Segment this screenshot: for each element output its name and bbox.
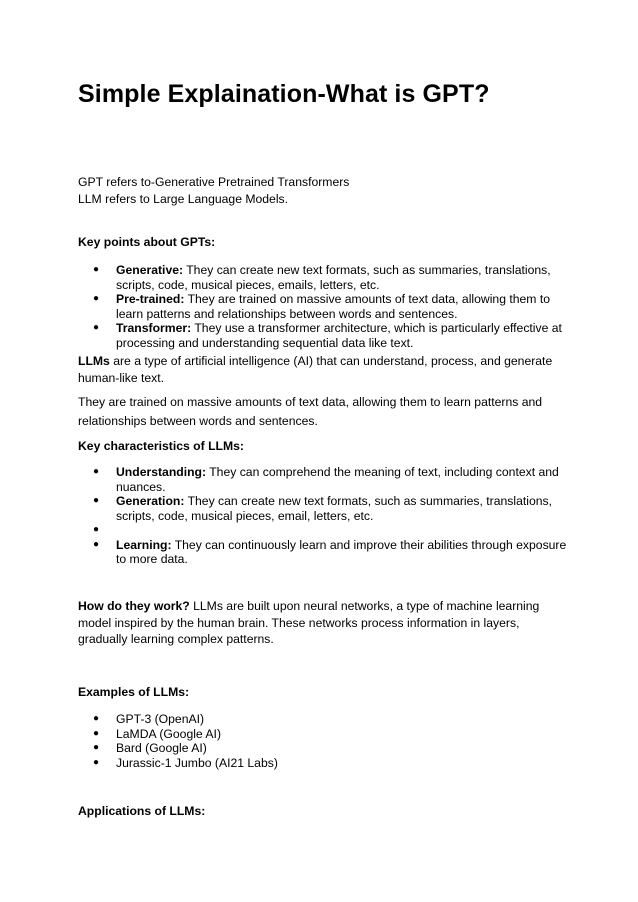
intro-line-gpt: GPT refers to-Generative Pretrained Transformers — [78, 175, 350, 189]
list-item — [78, 741, 568, 756]
list-item — [78, 494, 568, 523]
llm-definition — [78, 353, 568, 386]
item-text: LaMDA (Google AI) — [116, 726, 221, 741]
intro-section — [78, 174, 568, 207]
item-term: Pre-trained: — [116, 292, 185, 306]
bullet-icon: ● — [93, 264, 100, 275]
item-text: They can create new text formats, such as summaries, translations, scripts, code, musical pieces, email, letters, etc. — [116, 494, 552, 523]
gpt-points-list — [78, 263, 568, 350]
list-item — [78, 321, 568, 350]
item-term: Transformer: — [116, 321, 192, 335]
bullet-icon: ● — [93, 293, 100, 304]
bullet-icon: ● — [93, 742, 100, 753]
applications-heading: Applications of LLMs: — [78, 804, 206, 818]
bullet-icon: ● — [93, 495, 100, 506]
bullet-icon: ● — [93, 713, 100, 724]
list-item — [78, 263, 568, 292]
item-text: Bard (Google AI) — [116, 741, 207, 755]
llm-term: LLMs — [78, 354, 110, 368]
examples-list — [78, 712, 568, 770]
item-term: Generation: — [116, 494, 185, 508]
list-item — [78, 727, 568, 742]
item-text: GPT-3 (OpenAI) — [116, 712, 205, 726]
item-text: They use a transformer architecture, which is particularly effective at processing and understanding sequential data like text. — [116, 321, 562, 350]
item-term: Generative: — [116, 263, 184, 277]
page-title: Simple Explaination-What is GPT? — [78, 80, 490, 108]
bullet-icon: ● — [93, 756, 100, 768]
how-work-term: How do they work? — [78, 599, 190, 613]
gpt-points-heading: Key points about GPTs: — [78, 235, 216, 249]
list-item-empty — [78, 523, 568, 538]
list-item — [78, 756, 568, 771]
llm-def-text: are a type of artificial intelligence (AI) that can understand, process, and generate human-like text. — [78, 354, 553, 385]
how-they-work-paragraph — [78, 598, 568, 648]
list-item — [78, 538, 568, 567]
bullet-icon: ● — [93, 727, 100, 739]
item-term: Understanding: — [116, 465, 207, 479]
bullet-icon: ● — [93, 538, 100, 550]
item-text: They are trained on massive amounts of text data, allowing them to learn patterns and relationships between words and sentences. — [116, 292, 551, 321]
item-text: They can comprehend the meaning of text, including context and nuances. — [116, 465, 559, 494]
list-item — [78, 712, 568, 727]
intro-line-llm: LLM refers to Large Language Models. — [78, 191, 289, 206]
bullet-icon: ● — [93, 466, 100, 477]
item-text: They can continuously learn and improve their abilities through exposure to more data. — [116, 537, 567, 566]
llm-characteristics-heading: Key characteristics of LLMs: — [78, 439, 244, 453]
llm-characteristics-list — [78, 465, 568, 567]
bullet-icon: ● — [93, 524, 100, 535]
item-term: Learning: — [116, 537, 172, 552]
list-item — [78, 292, 568, 321]
bullet-icon: ● — [93, 322, 100, 333]
examples-heading: Examples of LLMs: — [78, 685, 190, 699]
how-work-text: LLMs are built upon neural networks, a type of machine learning model inspired by the human brain. These networks process information in layers, gradually learning complex patterns. — [78, 599, 540, 646]
llm-training-paragraph: They are trained on massive amounts of text data, allowing them to learn patterns and relationships between words and sentences. — [78, 395, 543, 428]
item-text: Jurassic-1 Jumbo (AI21 Labs) — [116, 755, 278, 770]
item-text: They can create new text formats, such as summaries, translations, scripts, code, musical pieces, emails, letters, etc. — [116, 263, 551, 292]
list-item — [78, 465, 568, 494]
